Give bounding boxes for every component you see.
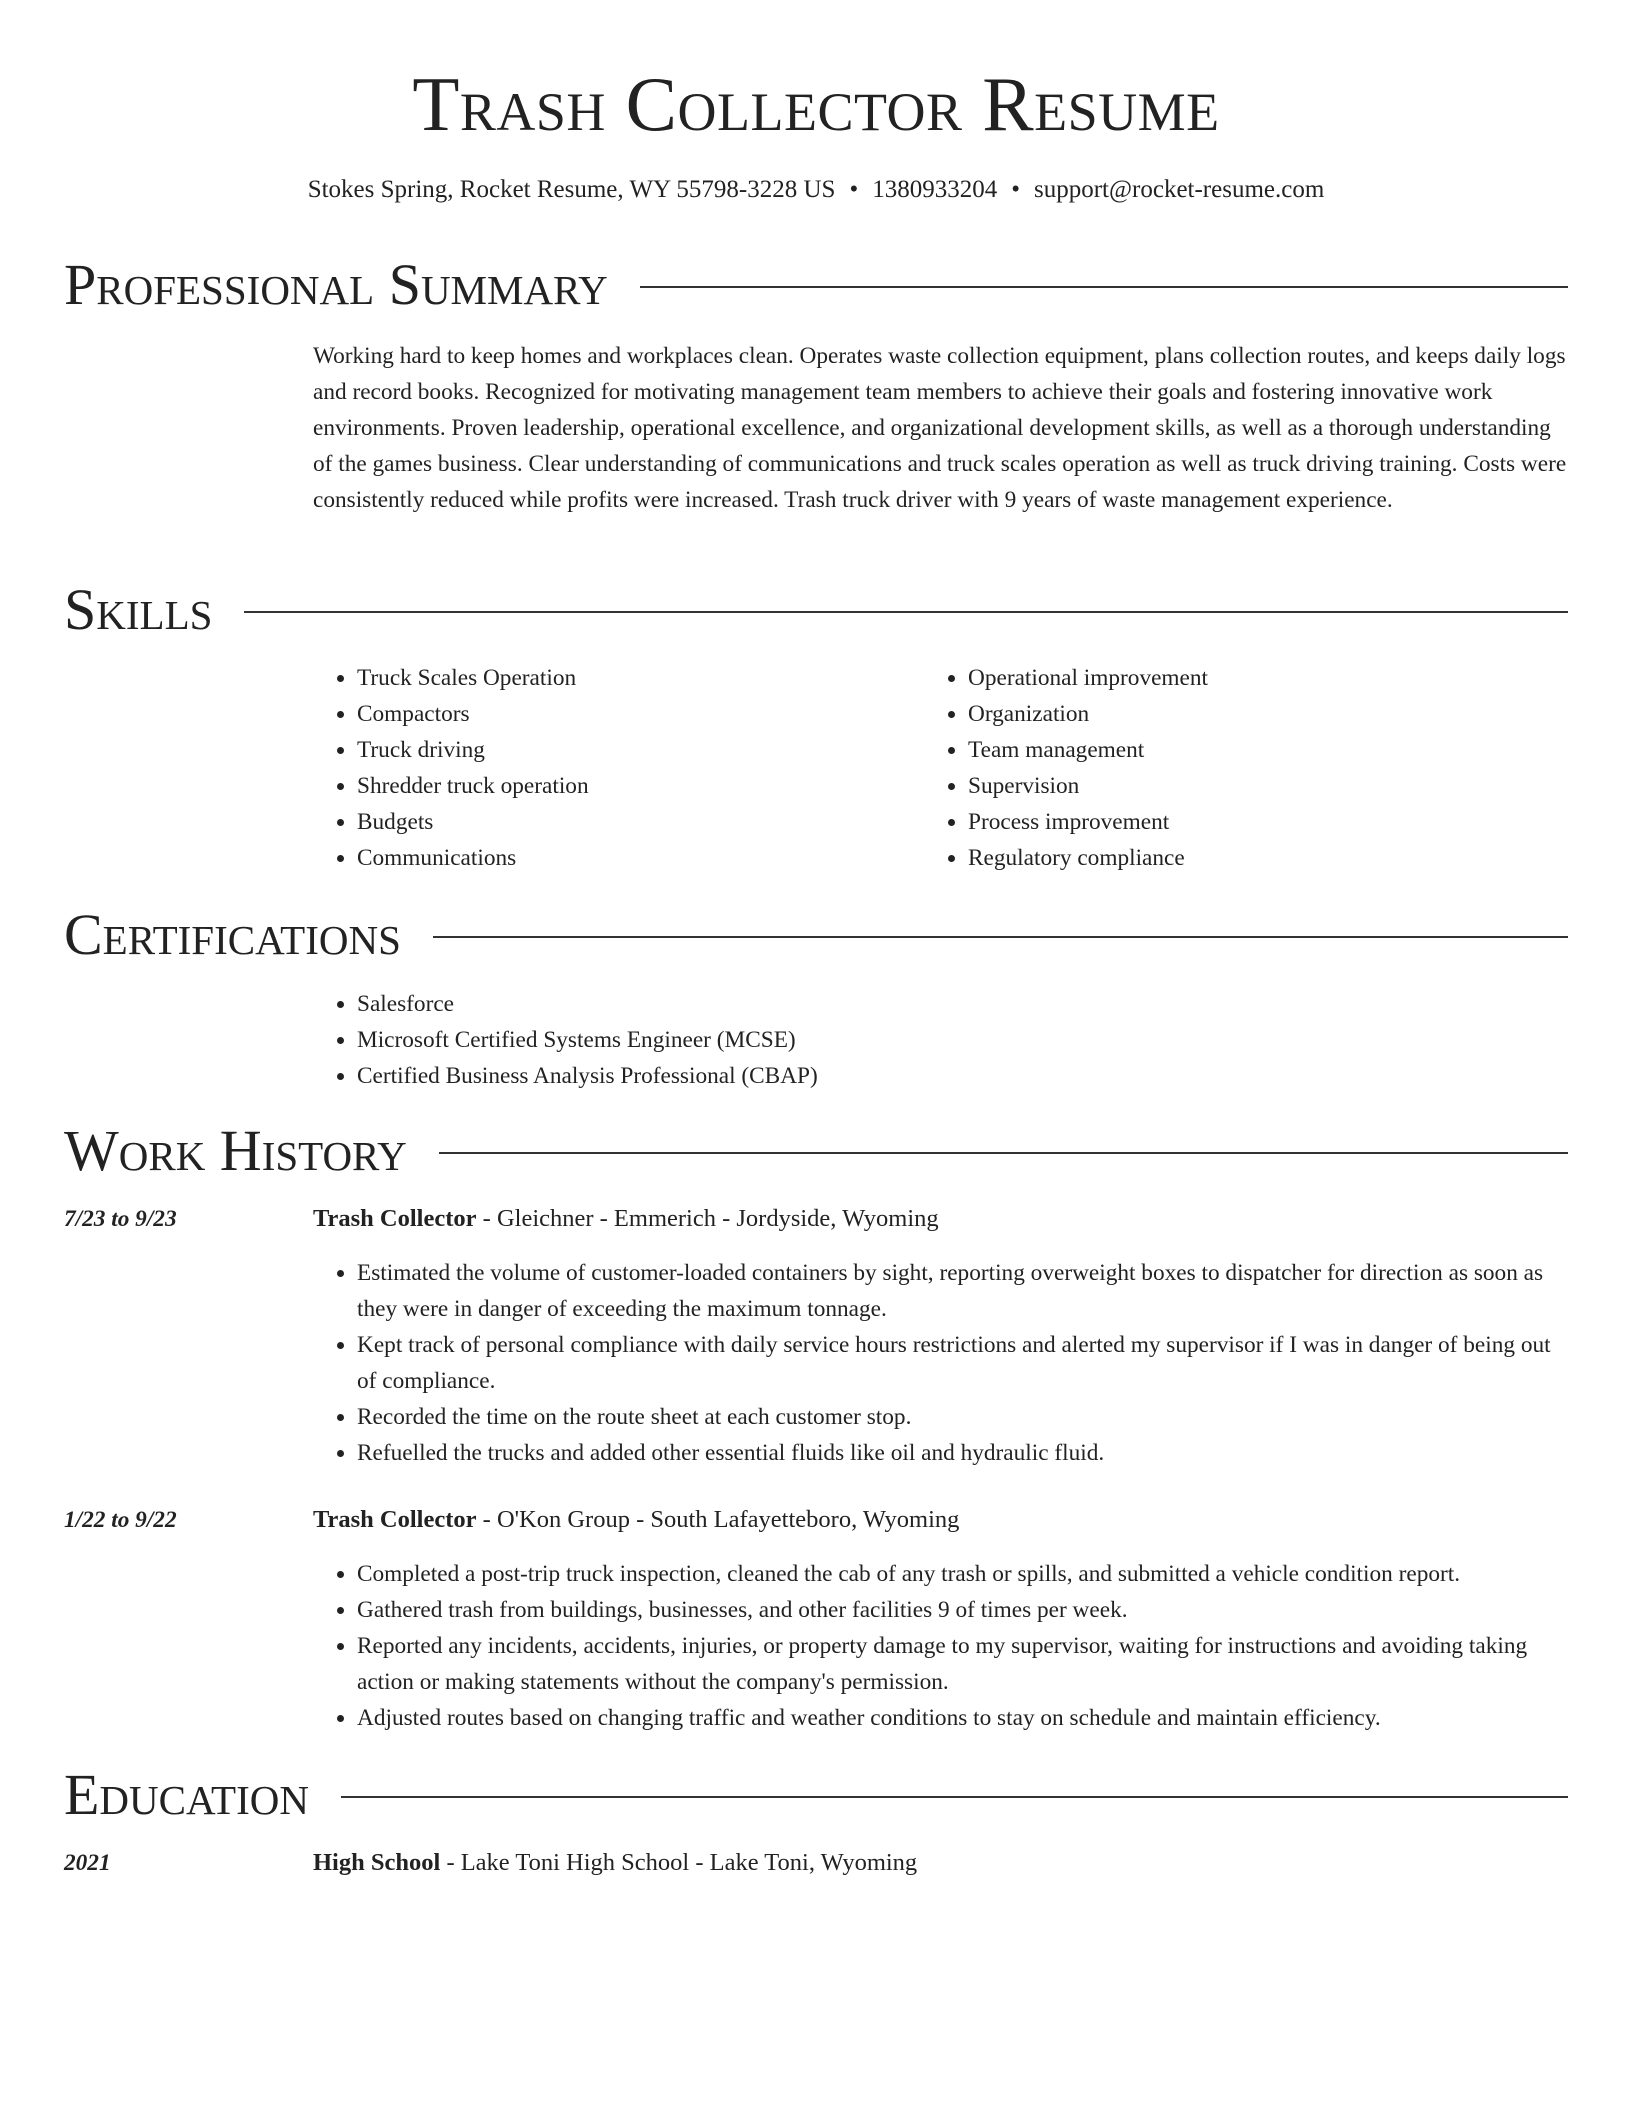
job-bullet: • Refuelled the trucks and added other essential fluids like oil and hydraulic fluid. <box>357 1435 1568 1471</box>
job-header <box>313 1201 1568 1237</box>
job-bullet: • Completed a post-trip truck inspection, cleaned the cab of any trash or spills, and submitted a vehicle condition report. <box>357 1556 1568 1592</box>
contact-separator: • <box>849 176 859 203</box>
education-header <box>313 1845 1568 1881</box>
education-school: - Lake Toni High School - Lake Toni, Wyoming <box>440 1849 918 1876</box>
section-title: Skills <box>64 577 213 642</box>
section-skills-header <box>64 575 1568 645</box>
skill-item: • Communications <box>357 840 589 876</box>
section-title: Work History <box>64 1118 407 1183</box>
section-divider <box>439 1152 1568 1154</box>
job-bullet: • Reported any incidents, accidents, injuries, or property damage to my supervisor, waiting for instructions and avoiding taking action or making statements without the company's permission. <box>357 1628 1568 1700</box>
skill-item: • Operational improvement <box>968 660 1208 696</box>
job-bullets <box>313 1255 1568 1471</box>
skill-item: • Truck driving <box>357 732 589 768</box>
skill-item: • Supervision <box>968 768 1208 804</box>
page-title: Trash Collector Resume <box>412 61 1220 147</box>
skill-item: • Shredder truck operation <box>357 768 589 804</box>
contact-line <box>0 172 1632 208</box>
contact-address: Stokes Spring, Rocket Resume, WY 55798-3228 US <box>307 176 836 203</box>
job-bullet: • Recorded the time on the route sheet at each customer stop. <box>357 1399 1568 1435</box>
section-divider <box>244 611 1568 613</box>
job-employer: - O'Kon Group - South Lafayetteboro, Wyoming <box>476 1506 960 1533</box>
skill-item: • Budgets <box>357 804 589 840</box>
job-title: Trash Collector <box>313 1506 477 1533</box>
certification-item: • Microsoft Certified Systems Engineer (MCSE) <box>357 1022 818 1058</box>
job-bullet: • Gathered trash from buildings, businesses, and other facilities 9 of times per week. <box>357 1592 1568 1628</box>
section-divider <box>341 1796 1568 1798</box>
skill-item: • Compactors <box>357 696 589 732</box>
section-divider <box>640 286 1568 288</box>
skill-item: • Team management <box>968 732 1208 768</box>
education-date: 2021 <box>64 1850 111 1876</box>
skill-item: • Truck Scales Operation <box>357 660 589 696</box>
section-education-header <box>64 1760 1568 1830</box>
certification-item: • Certified Business Analysis Professional (CBAP) <box>357 1058 818 1094</box>
education-degree: High School <box>313 1849 441 1876</box>
job-dates: 1/22 to 9/22 <box>64 1507 177 1533</box>
section-divider <box>433 936 1568 938</box>
summary-text: Working hard to keep homes and workplaces clean. Operates waste collection equipment, plans collection routes, and keeps daily logs and record books. Recognized for motivating management team members to achieve their goals and fostering innovative work environments. Proven leadership, operational excellence, and organizational development skills, as well as a thorough understanding of the games business. Clear understanding of communications and truck scales operation as well as truck driving training. Costs were consistently reduced while profits were increased. Trash truck driver with 9 years of waste management experience. <box>313 343 1567 513</box>
job-bullet: • Kept track of personal compliance with daily service hours restrictions and alerted my supervisor if I was in danger of being out of compliance. <box>357 1327 1568 1399</box>
skills-column-left <box>313 660 589 876</box>
job-dates: 7/23 to 9/23 <box>64 1206 177 1232</box>
job-header <box>313 1502 1568 1538</box>
certification-item: • Salesforce <box>357 986 818 1022</box>
contact-email[interactable]: support@rocket-resume.com <box>1034 176 1325 203</box>
section-work-history-header <box>64 1116 1568 1186</box>
section-summary-header <box>64 250 1568 320</box>
job-bullet: • Adjusted routes based on changing traffic and weather conditions to stay on schedule and maintain efficiency. <box>357 1700 1568 1736</box>
job-bullets <box>313 1556 1568 1736</box>
skill-item: • Process improvement <box>968 804 1208 840</box>
skills-column-right <box>924 660 1208 876</box>
section-title: Education <box>64 1762 309 1827</box>
job-title: Trash Collector <box>313 1205 477 1232</box>
section-certifications-header <box>64 900 1568 970</box>
skill-item: • Regulatory compliance <box>968 840 1208 876</box>
contact-phone: 1380933204 <box>872 176 998 203</box>
certifications-list <box>313 986 818 1094</box>
skill-item: • Organization <box>968 696 1208 732</box>
section-title: Professional Summary <box>64 252 608 317</box>
contact-separator: • <box>1011 176 1020 203</box>
job-bullet: • Estimated the volume of customer-loaded containers by sight, reporting overweight boxes to dispatcher for direction as soon as they were in danger of exceeding the maximum tonnage. <box>357 1255 1568 1327</box>
job-employer: - Gleichner - Emmerich - Jordyside, Wyoming <box>476 1205 939 1232</box>
section-title: Certifications <box>64 902 401 967</box>
